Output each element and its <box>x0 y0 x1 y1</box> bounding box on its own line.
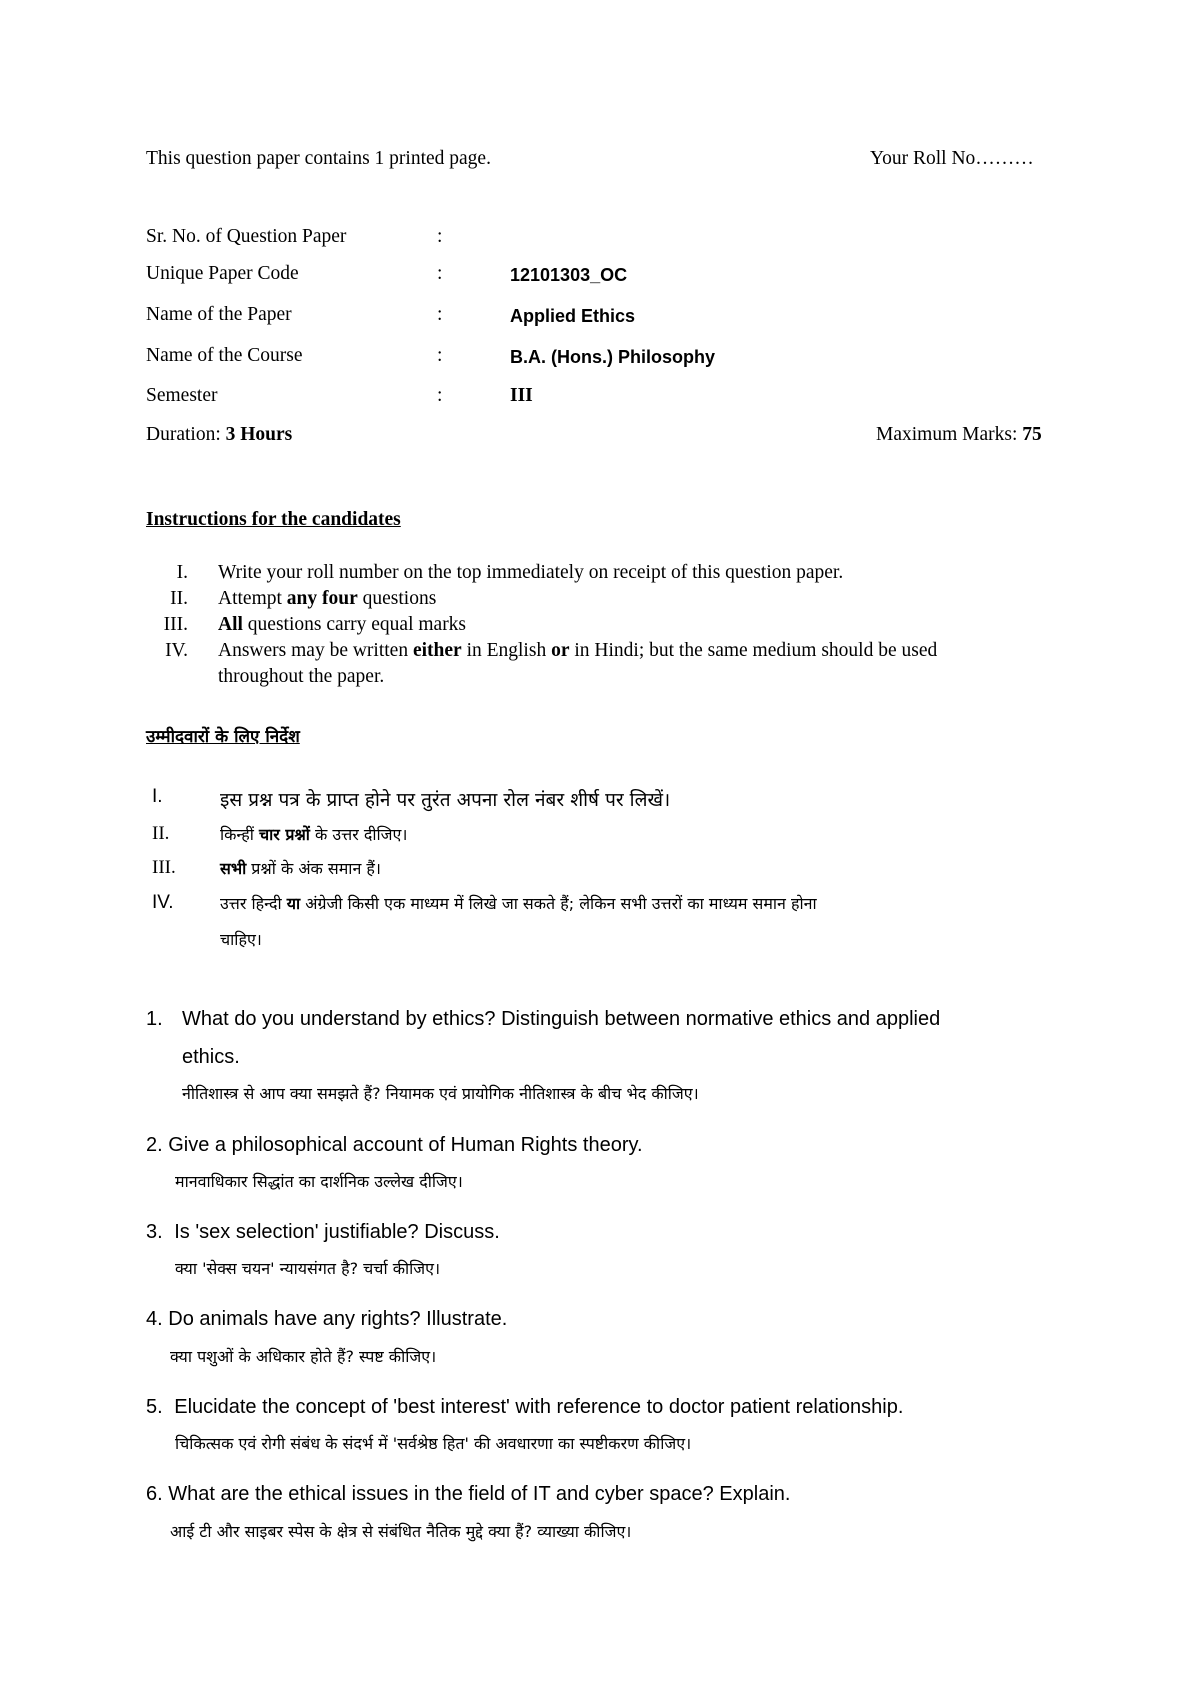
detail-label: Unique Paper Code <box>146 263 299 284</box>
course-name: B.A. (Hons.) Philosophy <box>510 347 715 367</box>
instruction-number: III. <box>152 857 176 878</box>
question-number: 3. <box>146 1221 163 1243</box>
instruction-text: इस प्रश्न पत्र के प्राप्त होने पर तुरंत अपना रोल नंबर शीर्ष पर लिखें। <box>220 789 671 811</box>
question-text: Elucidate the concept of 'best interest' with reference to doctor patient relationship. <box>174 1396 904 1418</box>
paper-name: Applied Ethics <box>510 306 636 326</box>
question-hindi: क्या पशुओं के अधिकार होते हैं? स्पष्ट कीजिए। <box>170 1347 437 1366</box>
question-number: 5. <box>146 1396 163 1418</box>
detail-separator: : <box>437 345 443 366</box>
instruction-text: All questions carry equal marks <box>218 614 467 635</box>
detail-label: Name of the Course <box>146 345 303 366</box>
duration <box>146 424 292 446</box>
question-number: 4. <box>146 1308 163 1330</box>
question-text: Do animals have any rights? Illustrate. <box>168 1308 508 1330</box>
question-5 <box>146 1396 903 1419</box>
question-4 <box>146 1308 507 1331</box>
question-text: What do you understand by ethics? Distinguish between normative ethics and applied <box>182 1008 941 1030</box>
instruction-text: सभी प्रश्नों के अंक समान हैं। <box>220 859 381 878</box>
roll-number-field: Your Roll No……… <box>870 148 1034 169</box>
question-text-continued: ethics. <box>182 1046 240 1068</box>
instructions-heading: Instructions for the candidates <box>146 509 401 530</box>
question-hindi: मानवाधिकार सिद्धांत का दार्शनिक उल्लेख दीजिए। <box>175 1172 463 1191</box>
detail-label: Name of the Paper <box>146 304 292 325</box>
question-6 <box>146 1483 790 1506</box>
instruction-number: I. <box>176 562 188 583</box>
detail-label: Sr. No. of Question Paper <box>146 226 347 247</box>
instruction-text: Answers may be written either in English or in Hindi; but the same medium should be used <box>218 640 938 661</box>
question-number: 6. <box>146 1483 163 1505</box>
duration-label: Duration: <box>146 424 221 445</box>
maximum-marks <box>876 424 1042 446</box>
instruction-number: II. <box>170 588 188 609</box>
paper-contains-note: This question paper contains 1 printed page. <box>146 148 491 169</box>
semester-value: III <box>510 385 533 406</box>
max-marks-value: 75 <box>1022 424 1042 445</box>
instruction-text: Write your roll number on the top immediately on receipt of this question paper. <box>218 562 844 583</box>
question-text: Is 'sex selection' justifiable? Discuss. <box>174 1221 500 1243</box>
instruction-text-continued: चाहिए। <box>220 930 262 949</box>
paper-code: 12101303_OC <box>510 265 628 285</box>
instruction-number: I. <box>152 786 163 807</box>
instruction-text-continued: throughout the paper. <box>218 666 385 687</box>
question-3 <box>146 1221 500 1244</box>
question-text: What are the ethical issues in the field of IT and cyber space? Explain. <box>168 1483 791 1505</box>
instruction-number: IV. <box>152 892 174 913</box>
max-marks-label: Maximum Marks: <box>876 424 1018 445</box>
detail-label: Semester <box>146 385 218 406</box>
question-hindi: आई टी और साइबर स्पेस के क्षेत्र से संबंधित नैतिक मुद्दे क्या हैं? व्याख्या कीजिए। <box>170 1522 632 1541</box>
hindi-instructions-heading: उम्मीदवारों के लिए निर्देश <box>146 727 300 747</box>
detail-separator: : <box>437 226 443 247</box>
question-hindi: चिकित्सक एवं रोगी संबंध के संदर्भ में 'सर्वश्रेष्ठ हित' की अवधारणा का स्पष्टीकरण कीजिए। <box>175 1434 692 1453</box>
question-number: 1. <box>146 1008 163 1030</box>
detail-separator: : <box>437 385 443 406</box>
instruction-number: II. <box>152 823 170 844</box>
instruction-number: III. <box>163 614 188 635</box>
question-1 <box>146 1008 941 1031</box>
detail-separator: : <box>437 304 443 325</box>
instruction-text: Attempt any four questions <box>218 588 437 609</box>
instruction-text: किन्हीं चार प्रश्नों के उत्तर दीजिए। <box>220 825 408 844</box>
instruction-number: IV. <box>165 640 188 661</box>
question-number: 2. <box>146 1134 163 1156</box>
instruction-text: उत्तर हिन्दी या अंग्रेजी किसी एक माध्यम में लिखे जा सकते हैं; लेकिन सभी उत्तरों का माध्यम समान होना <box>220 894 817 913</box>
question-text: Give a philosophical account of Human Rights theory. <box>168 1134 643 1156</box>
duration-value: 3 Hours <box>225 424 293 445</box>
detail-separator: : <box>437 263 443 284</box>
question-hindi: क्या 'सेक्स चयन' न्यायसंगत है? चर्चा कीजिए। <box>175 1259 441 1278</box>
question-hindi: नीतिशास्त्र से आप क्या समझते हैं? नियामक एवं प्रायोगिक नीतिशास्त्र के बीच भेद कीजिए। <box>182 1084 699 1103</box>
question-2 <box>146 1134 643 1157</box>
